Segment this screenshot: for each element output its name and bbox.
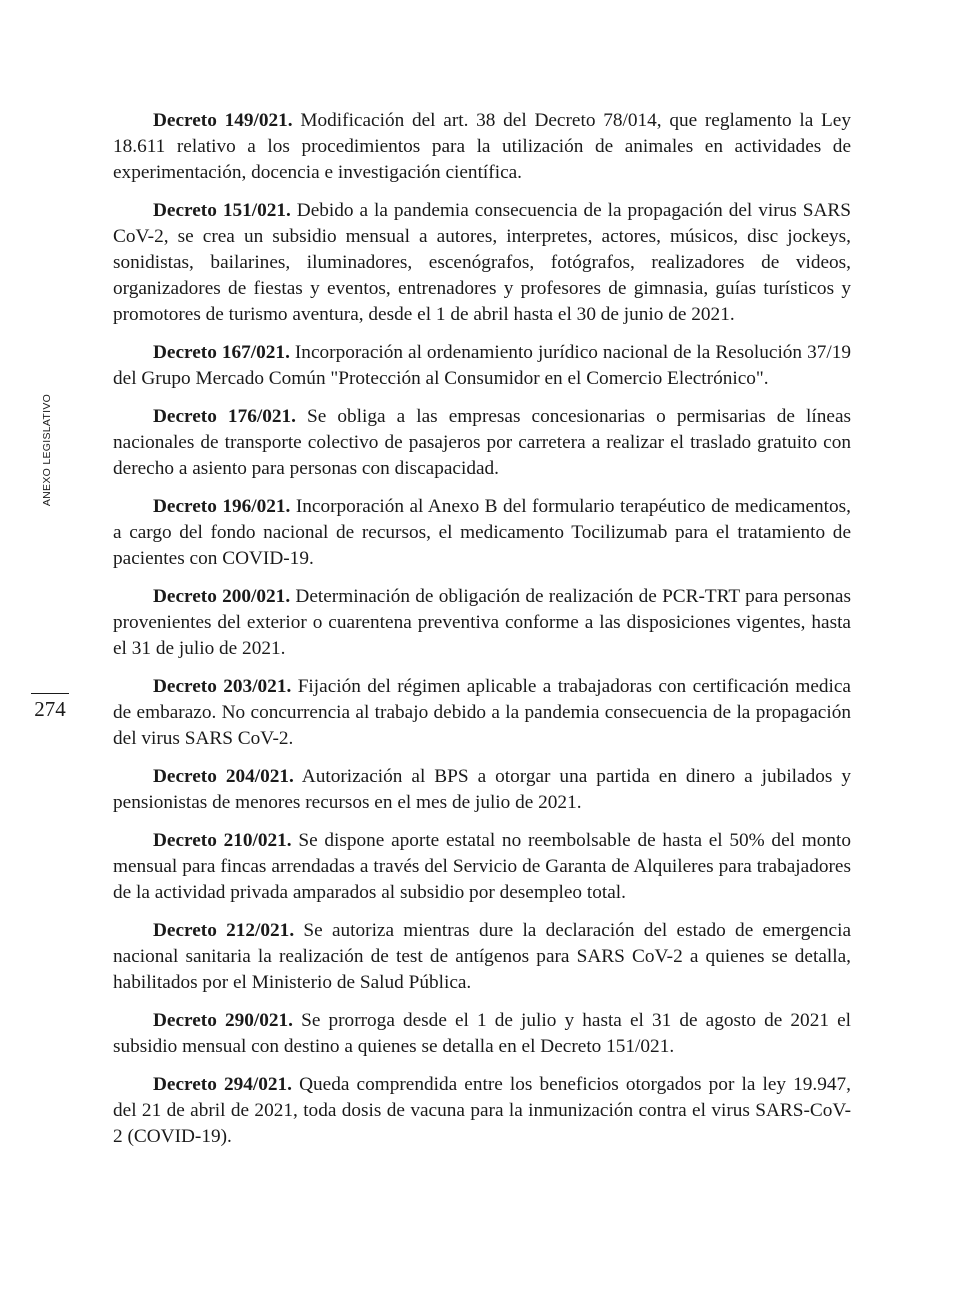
- decree-entry: [113, 340, 851, 392]
- decree-title: Decreto 196/021.: [153, 496, 291, 517]
- decree-text: Se autoriza mientras dure la declaración del estado de emergencia nacional sanitaria la realización de test de antígenos para SARS CoV-2 a quienes se detalla, habilitados por el Ministerio de Salud Pública.: [113, 920, 851, 993]
- decree-entry: [113, 1008, 851, 1060]
- decree-entry: [113, 918, 851, 996]
- decree-entry: [113, 674, 851, 752]
- decree-text: Incorporación al ordenamiento jurídico nacional de la Resolución 37/19 del Grupo Mercado Común "Protección al Consumidor en el Comercio Electrónico".: [113, 342, 851, 389]
- decree-text: Determinación de obligación de realización de PCR-TRT para personas provenientes del exterior o cuarentena preventiva conforme a las disposiciones vigentes, hasta el 31 de julio de 2021.: [113, 586, 851, 659]
- decree-text: Fijación del régimen aplicable a trabajadoras con certificación medica de embarazo. No concurrencia al trabajo debido a la pandemia consecuencia de la propagación del virus SARS CoV-2.: [113, 676, 851, 749]
- decree-text: Incorporación al Anexo B del formulario terapéutico de medicamentos, a cargo del fondo nacional de recursos, el medicamento Tocilizumab para el tratamiento de pacientes con COVID-19.: [113, 496, 851, 569]
- decree-text: Se prorroga desde el 1 de julio y hasta el 31 de agosto de 2021 el subsidio mensual con destino a quienes se detalla en el Decreto 151/021.: [113, 1010, 851, 1057]
- decree-entry: [113, 828, 851, 906]
- decree-entry: [113, 494, 851, 572]
- decree-title: Decreto 290/021.: [153, 1010, 293, 1031]
- decree-title: Decreto 176/021.: [153, 406, 296, 427]
- decree-text: Modificación del art. 38 del Decreto 78/014, que reglamento la Ley 18.611 relativo a los procedimientos para la utilización de animales en actividades de experimentación, docencia e investigación científica.: [113, 110, 851, 183]
- section-side-label: ANEXO LEGISLATIVO: [41, 393, 53, 507]
- decree-text: Se obliga a las empresas concesionarias o permisarias de líneas nacionales de transporte colectivo de pasajeros por carretera a realizar el traslado gratuito con derecho a asiento para personas con discapacidad.: [113, 406, 852, 479]
- decree-text: Se dispone aporte estatal no reembolsable de hasta el 50% del monto mensual para fincas arrendadas a través del Servicio de Garanta de Alquileres para trabajadores de la actividad privada amparados al subsidio por desempleo total.: [113, 830, 851, 903]
- decree-entry: [113, 584, 851, 662]
- decree-title: Decreto 151/021.: [153, 200, 291, 221]
- page-number-rule: [31, 693, 69, 694]
- decree-list: [113, 108, 851, 1162]
- decree-title: Decreto 204/021.: [153, 766, 294, 787]
- decree-title: Decreto 167/021.: [153, 342, 290, 363]
- decree-entry: [113, 1072, 851, 1150]
- decree-title: Decreto 149/021.: [153, 110, 293, 131]
- decree-title: Decreto 200/021.: [153, 586, 291, 607]
- decree-text: Debido a la pandemia consecuencia de la propagación del virus SARS CoV-2, se crea un subsidio mensual a autores, interpretes, actores, músicos, disc jockeys, sonidistas, bailarines, iluminadores, escenógrafos, fotógrafos, realizadores de videos, organizadores de fiestas y eventos, entrenadores y profesores de gimnasia, guías turísticos y promotores de turismo aventura, desde el 1 de abril hasta el 30 de junio de 2021.: [113, 200, 851, 325]
- decree-entry: [113, 764, 851, 816]
- page-number: 274: [34, 697, 66, 721]
- decree-title: Decreto 294/021.: [153, 1074, 292, 1095]
- decree-text: Queda comprendida entre los beneficios otorgados por la ley 19.947, del 21 de abril de 2021, toda dosis de vacuna para la inmunización contra el virus SARS-CoV-2 (COVID-19).: [113, 1074, 851, 1147]
- decree-title: Decreto 212/021.: [153, 920, 295, 941]
- decree-entry: [113, 108, 851, 186]
- decree-title: Decreto 210/021.: [153, 830, 292, 851]
- decree-entry: [113, 404, 851, 482]
- decree-title: Decreto 203/021.: [153, 676, 292, 697]
- decree-entry: [113, 198, 851, 328]
- decree-text: Autorización al BPS a otorgar una partida en dinero a jubilados y pensionistas de menores recursos en el mes de julio de 2021.: [113, 766, 851, 813]
